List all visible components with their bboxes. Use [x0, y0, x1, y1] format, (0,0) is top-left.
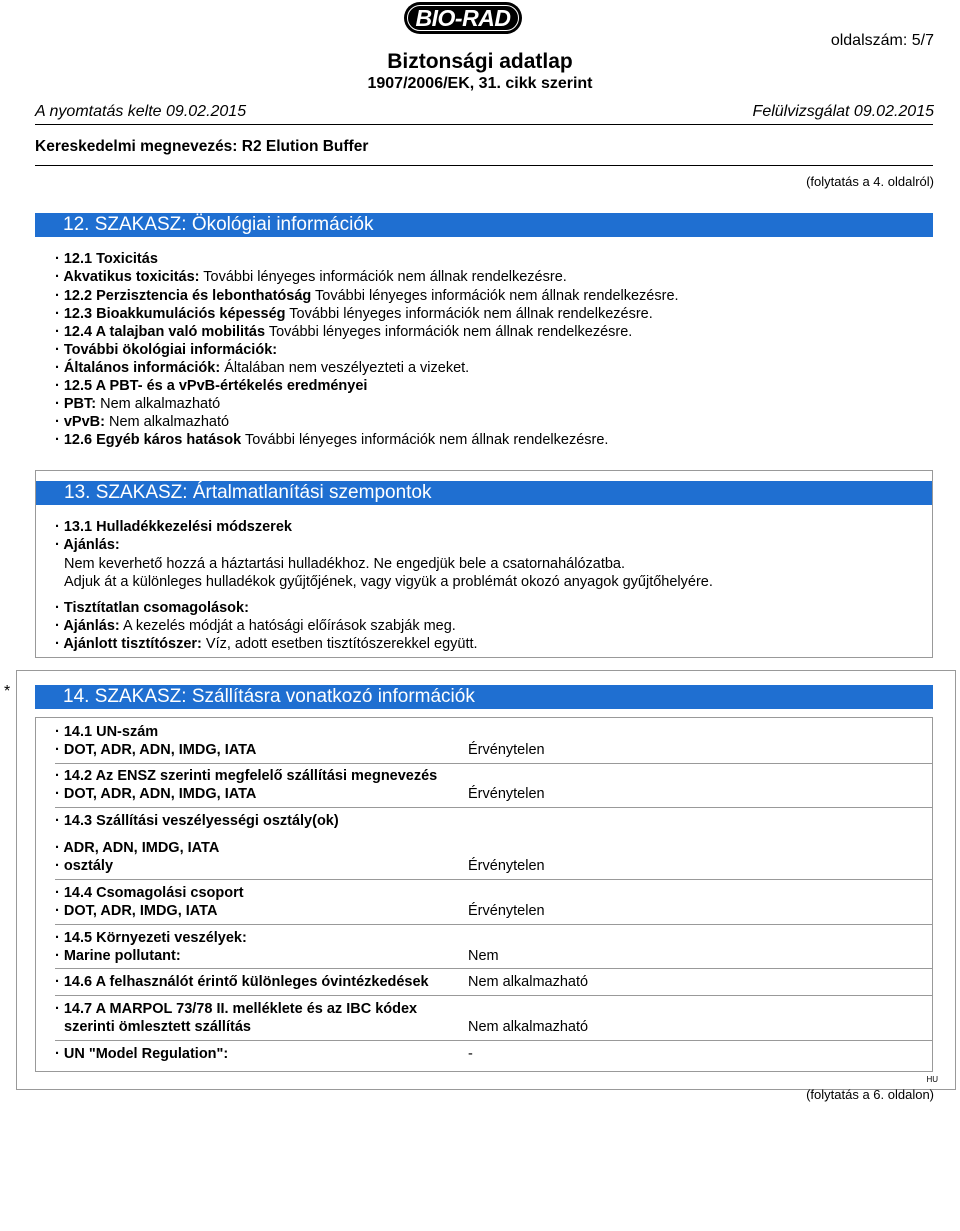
- s14-env-hazards: · 14.5 Környezeti veszélyek:: [55, 930, 247, 946]
- page-number: oldalszám: 5/7: [830, 32, 934, 49]
- s12-aquatic: [55, 268, 567, 286]
- s14-name-modes: · DOT, ADR, ADN, IMDG, IATA: [55, 786, 257, 802]
- section-14-title: 14. SZAKASZ: Szállításra vonatkozó információk: [35, 685, 933, 709]
- document-subtitle: 1907/2006/EK, 31. cikk szerint: [367, 75, 593, 92]
- s13-packaging: · Tisztítatlan csomagolások:: [55, 600, 249, 616]
- s14-marine-pollutant: · Marine pollutant:: [55, 948, 181, 964]
- continued-from: (folytatás a 4. oldalról): [806, 174, 934, 189]
- revision-date: Felülvizsgálat 09.02.2015: [752, 103, 934, 120]
- s12-other-effects-label: · 12.6 Egyéb káros hatások: [55, 432, 242, 448]
- continued-to: (folytatás a 6. oldalon): [806, 1087, 934, 1102]
- s13-text-2: Adjuk át a különleges hulladékok gyűjtőjének, vagy vigyük a problémát okozó anyagok gyűjtőhelyére.: [64, 574, 713, 590]
- s12-further-info: · További ökológiai információk:: [55, 342, 278, 358]
- trade-name-rule: [35, 165, 933, 166]
- bio-rad-logo: BIO-RAD: [404, 2, 522, 34]
- s12-mobility-label: · 12.4 A talajban való mobilitás: [55, 324, 266, 340]
- s13-cleaner-label: · Ajánlott tisztítószer:: [55, 636, 202, 652]
- s14-name-value: Érvénytelen: [468, 786, 545, 802]
- s12-bioaccumulation: [55, 305, 653, 323]
- s12-toxicity: · 12.1 Toxicitás: [55, 251, 158, 267]
- logo-ring: [407, 5, 519, 31]
- language-code: HU: [926, 1075, 938, 1084]
- s14-special-value: Nem alkalmazható: [468, 974, 589, 990]
- s14-divider: [55, 995, 932, 996]
- s12-bioaccumulation-label: · 12.3 Bioakkumulációs képesség: [55, 306, 286, 322]
- s14-un-number: · 14.1 UN-szám: [55, 724, 159, 740]
- s13-packaging-rec: [55, 617, 456, 635]
- s13-packaging-rec-value: A kezelés módját a hatósági előírások szabják meg.: [119, 618, 456, 634]
- s14-packing-group: · 14.4 Csomagolási csoport: [55, 885, 244, 901]
- s12-aquatic-label: · Akvatikus toxicitás:: [55, 269, 200, 285]
- s12-mobility-value: További lényeges információk nem állnak rendelkezésre.: [265, 324, 633, 340]
- s14-model-value: -: [468, 1046, 473, 1062]
- s14-class-modes: · ADR, ADN, IMDG, IATA: [55, 840, 220, 856]
- s14-marpol-value: Nem alkalmazható: [468, 1019, 589, 1035]
- s12-general-label: · Általános információk:: [55, 360, 221, 376]
- s14-divider: [55, 807, 932, 808]
- s14-class-label: · osztály: [55, 858, 114, 874]
- s12-vpvb-value: Nem alkalmazható: [104, 414, 230, 430]
- s14-divider: [55, 1040, 932, 1041]
- s14-marpol-2: szerinti ömlesztett szállítás: [64, 1019, 251, 1035]
- section-13-title: 13. SZAKASZ: Ártalmatlanítási szempontok: [36, 481, 932, 505]
- s12-pbt-label: · PBT:: [55, 396, 97, 412]
- s12-vpvb: [55, 413, 229, 431]
- s12-aquatic-value: További lényeges információk nem állnak rendelkezésre.: [199, 269, 567, 285]
- header-rule: [35, 124, 933, 125]
- s12-other-effects-value: További lényeges információk nem állnak rendelkezésre.: [241, 432, 609, 448]
- s14-model-regulation: · UN "Model Regulation":: [55, 1046, 229, 1062]
- s13-text-1: Nem keverhető hozzá a háztartási hulladékhoz. Ne engedjük bele a csatornahálózatba.: [64, 556, 626, 572]
- s12-general: [55, 359, 469, 377]
- s12-other-effects: [55, 431, 608, 449]
- s14-special-precautions: · 14.6 A felhasználót érintő különleges óvintézkedések: [55, 974, 429, 990]
- s14-shipping-name: · 14.2 Az ENSZ szerinti megfelelő szállítási megnevezés: [55, 768, 438, 784]
- s12-general-value: Általában nem veszélyezteti a vizeket.: [220, 360, 470, 376]
- s14-divider: [55, 879, 932, 880]
- s12-pbt-value: Nem alkalmazható: [96, 396, 221, 412]
- s12-bioaccumulation-value: További lényeges információk nem állnak rendelkezésre.: [285, 306, 653, 322]
- s14-divider: [55, 968, 932, 969]
- s14-change-marker: *: [4, 683, 11, 700]
- trade-name: Kereskedelmi megnevezés: R2 Elution Buffer: [35, 138, 369, 155]
- s14-marine-value: Nem: [468, 948, 499, 964]
- s14-pack-modes: · DOT, ADR, IMDG, IATA: [55, 903, 218, 919]
- s12-pbt: [55, 395, 220, 413]
- s13-cleaner: [55, 635, 478, 653]
- s14-un-value: Érvénytelen: [468, 742, 545, 758]
- s12-pbt-results: · 12.5 A PBT- és a vPvB-értékelés eredményei: [55, 378, 368, 394]
- s13-methods: · 13.1 Hulladékkezelési módszerek: [55, 519, 292, 535]
- s13-recommendation: · Ajánlás:: [55, 537, 120, 553]
- s12-persistence-label: · 12.2 Perzisztencia és lebonthatóság: [55, 288, 312, 304]
- s14-divider: [55, 924, 932, 925]
- print-date: A nyomtatás kelte 09.02.2015: [35, 103, 247, 120]
- s12-mobility: [55, 323, 632, 341]
- s13-cleaner-value: Víz, adott esetben tisztítószerekkel együtt.: [201, 636, 478, 652]
- s14-class-value: Érvénytelen: [468, 858, 545, 874]
- s14-marpol-1: · 14.7 A MARPOL 73/78 II. melléklete és az IBC kódex: [55, 1001, 418, 1017]
- s14-divider: [55, 763, 932, 764]
- section-12-title: 12. SZAKASZ: Ökológiai információk: [35, 213, 933, 237]
- document-title: Biztonsági adatlap: [387, 50, 573, 73]
- s13-packaging-rec-label: · Ajánlás:: [55, 618, 120, 634]
- s14-pack-value: Érvénytelen: [468, 903, 545, 919]
- s12-persistence: [55, 287, 679, 305]
- s12-persistence-value: További lényeges információk nem állnak rendelkezésre.: [311, 288, 679, 304]
- s12-vpvb-label: · vPvB:: [55, 414, 105, 430]
- s14-hazard-class: · 14.3 Szállítási veszélyességi osztály(ok): [55, 813, 339, 829]
- s14-un-modes: · DOT, ADR, ADN, IMDG, IATA: [55, 742, 257, 758]
